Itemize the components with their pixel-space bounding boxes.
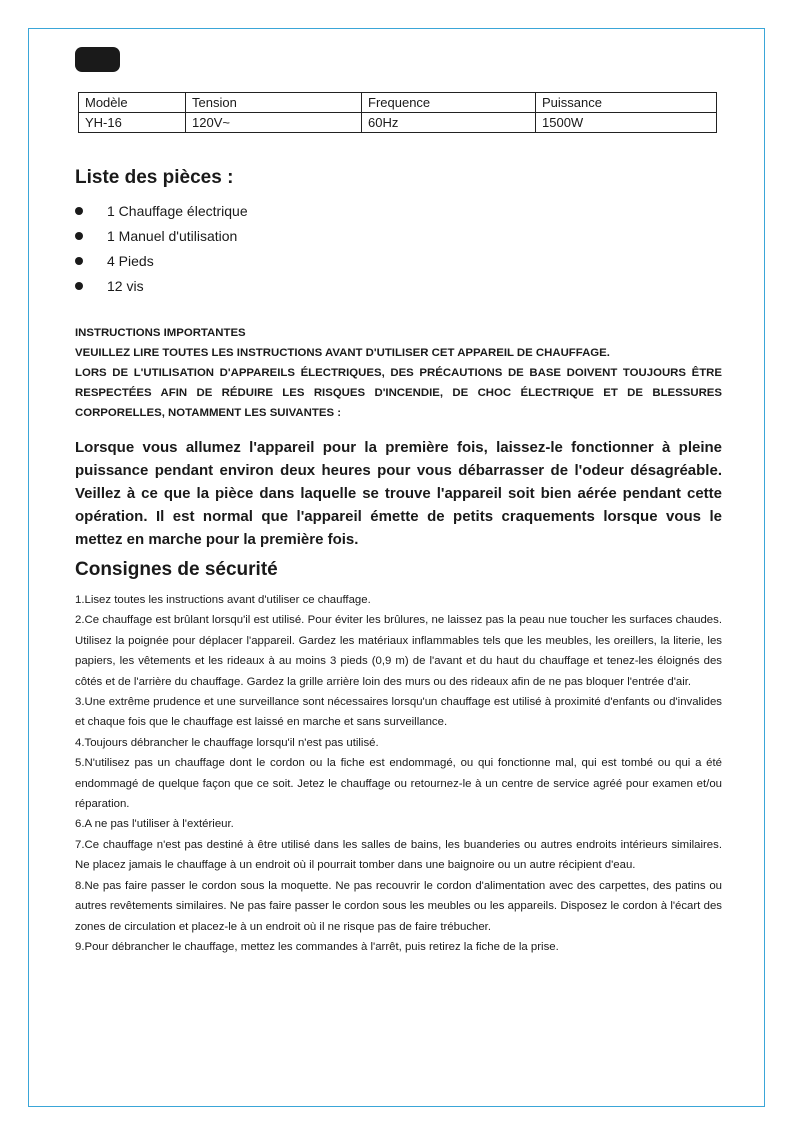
safety-list (75, 590, 722, 957)
spec-table (78, 92, 717, 133)
spec-header-power: Puissance (536, 93, 717, 113)
instructions-line-2: LORS DE L'UTILISATION D'APPAREILS ÉLECTRIQUES, DES PRÉCAUTIONS DE BASE DOIVENT TOUJOURS ÊTRE RESPECTÉES AFIN DE RÉDUIRE LES RISQUES D'INCENDIE, DE CHOC ÉLECTRIQUE ET DE BLESSURES CORPORELLES, NOTAMMENT LES SUIVANTES : (75, 367, 722, 419)
instructions-line-1: VEUILLEZ LIRE TOUTES LES INSTRUCTIONS AVANT D'UTILISER CET APPAREIL DE CHAUFFAGE. (75, 347, 610, 359)
safety-item: 6.A ne pas l'utiliser à l'extérieur. (75, 818, 234, 831)
safety-item: 3.Une extrême prudence et une surveillance sont nécessaires lorsqu'un chauffage est utilisé à proximité d'enfants ou d'invalides et chaque fois que le chauffage est laissé en marche et sans surveillance. (75, 696, 722, 729)
spec-value-frequency: 60Hz (362, 113, 536, 133)
list-item (75, 275, 248, 300)
spec-value-voltage: 120V~ (186, 113, 362, 133)
important-instructions (75, 323, 722, 423)
bullet-icon (75, 282, 83, 290)
spec-header-model: Modèle (79, 93, 186, 113)
bullet-icon (75, 257, 83, 265)
part-label: 4 Pieds (107, 253, 154, 269)
safety-item: 9.Pour débrancher le chauffage, mettez les commandes à l'arrêt, puis retirez la fiche de la prise. (75, 940, 559, 953)
safety-item: 1.Lisez toutes les instructions avant d'utiliser ce chauffage. (75, 594, 371, 606)
bullet-icon (75, 207, 83, 215)
safety-title: Consignes de sécurité (75, 559, 278, 580)
parts-list-title: Liste des pièces : (75, 167, 234, 188)
list-item (75, 200, 248, 225)
spec-table-header-row (79, 93, 717, 113)
safety-item: 4.Toujours débrancher le chauffage lorsqu'il n'est pas utilisé. (75, 736, 379, 749)
spec-value-power: 1500W (536, 113, 717, 133)
safety-item: 2.Ce chauffage est brûlant lorsqu'il est utilisé. Pour éviter les brûlures, ne laissez pas la peau nue toucher les surfaces chaudes. Utilisez la poignée pour déplacer l'appareil. Gardez les matériaux inflammables tels que les meubles, les oreillers, la literie, les papiers, les vêtements et les rideaux à au moins 3 pieds (0,9 m) de l'avant et du haut du chauffage et tenez-les éloignés des côtés et de l'arrière du chauffage. Gardez la grille arrière loin des murs ou des rideaux afin de ne pas bloquer l'entrée d'air. (75, 614, 722, 688)
safety-item: 8.Ne pas faire passer le cordon sous la moquette. Ne pas recouvrir le cordon d'alimentation avec des carpettes, des patins ou autres revêtements similaires. Ne pas faire passer le cordon sous les meubles ou les appareils. Disposez le cordon à l'écart des zones de circulation et placez-le à un endroit où il ne risque pas de faire trébucher. (75, 879, 722, 933)
spec-value-model: YH-16 (79, 113, 186, 133)
safety-item: 5.N'utilisez pas un chauffage dont le cordon ou la fiche est endommagé, ou qui fonctionne mal, qui est tombé ou qui a été endommagé de quelque façon que ce soit. Jetez le chauffage ou retournez-le à un centre de service agréé pour examen et/ou réparation. (75, 757, 722, 811)
spec-header-frequency: Frequence (362, 93, 536, 113)
parts-list (75, 200, 248, 300)
spec-table-value-row (79, 113, 717, 133)
first-use-note: Lorsque vous allumez l'appareil pour la première fois, laissez-le fonctionner à pleine puissance pendant environ deux heures pour vous débarrasser de l'odeur désagréable. Veillez à ce que la pièce dans laquelle se trouve l'appareil soit bien aérée pendant cette opération. Il est normal que l'appareil émette de petits craquements lorsque vous le mettez en marche pour la première fois. (75, 439, 722, 548)
part-label: 12 vis (107, 278, 144, 294)
safety-item: 7.Ce chauffage n'est pas destiné à être utilisé dans les salles de bains, les buanderies ou autres endroits intérieurs similaires. Ne placez jamais le chauffage à un endroit où il pourrait tomber dans une baignoire ou un autre récipient d'eau. (75, 838, 722, 872)
list-item (75, 250, 248, 275)
spec-header-voltage: Tension (186, 93, 362, 113)
bullet-icon (75, 232, 83, 240)
language-badge (75, 47, 120, 72)
list-item (75, 225, 248, 250)
part-label: 1 Chauffage électrique (107, 203, 248, 219)
instructions-heading: INSTRUCTIONS IMPORTANTES (75, 327, 246, 339)
part-label: 1 Manuel d'utilisation (107, 228, 238, 244)
